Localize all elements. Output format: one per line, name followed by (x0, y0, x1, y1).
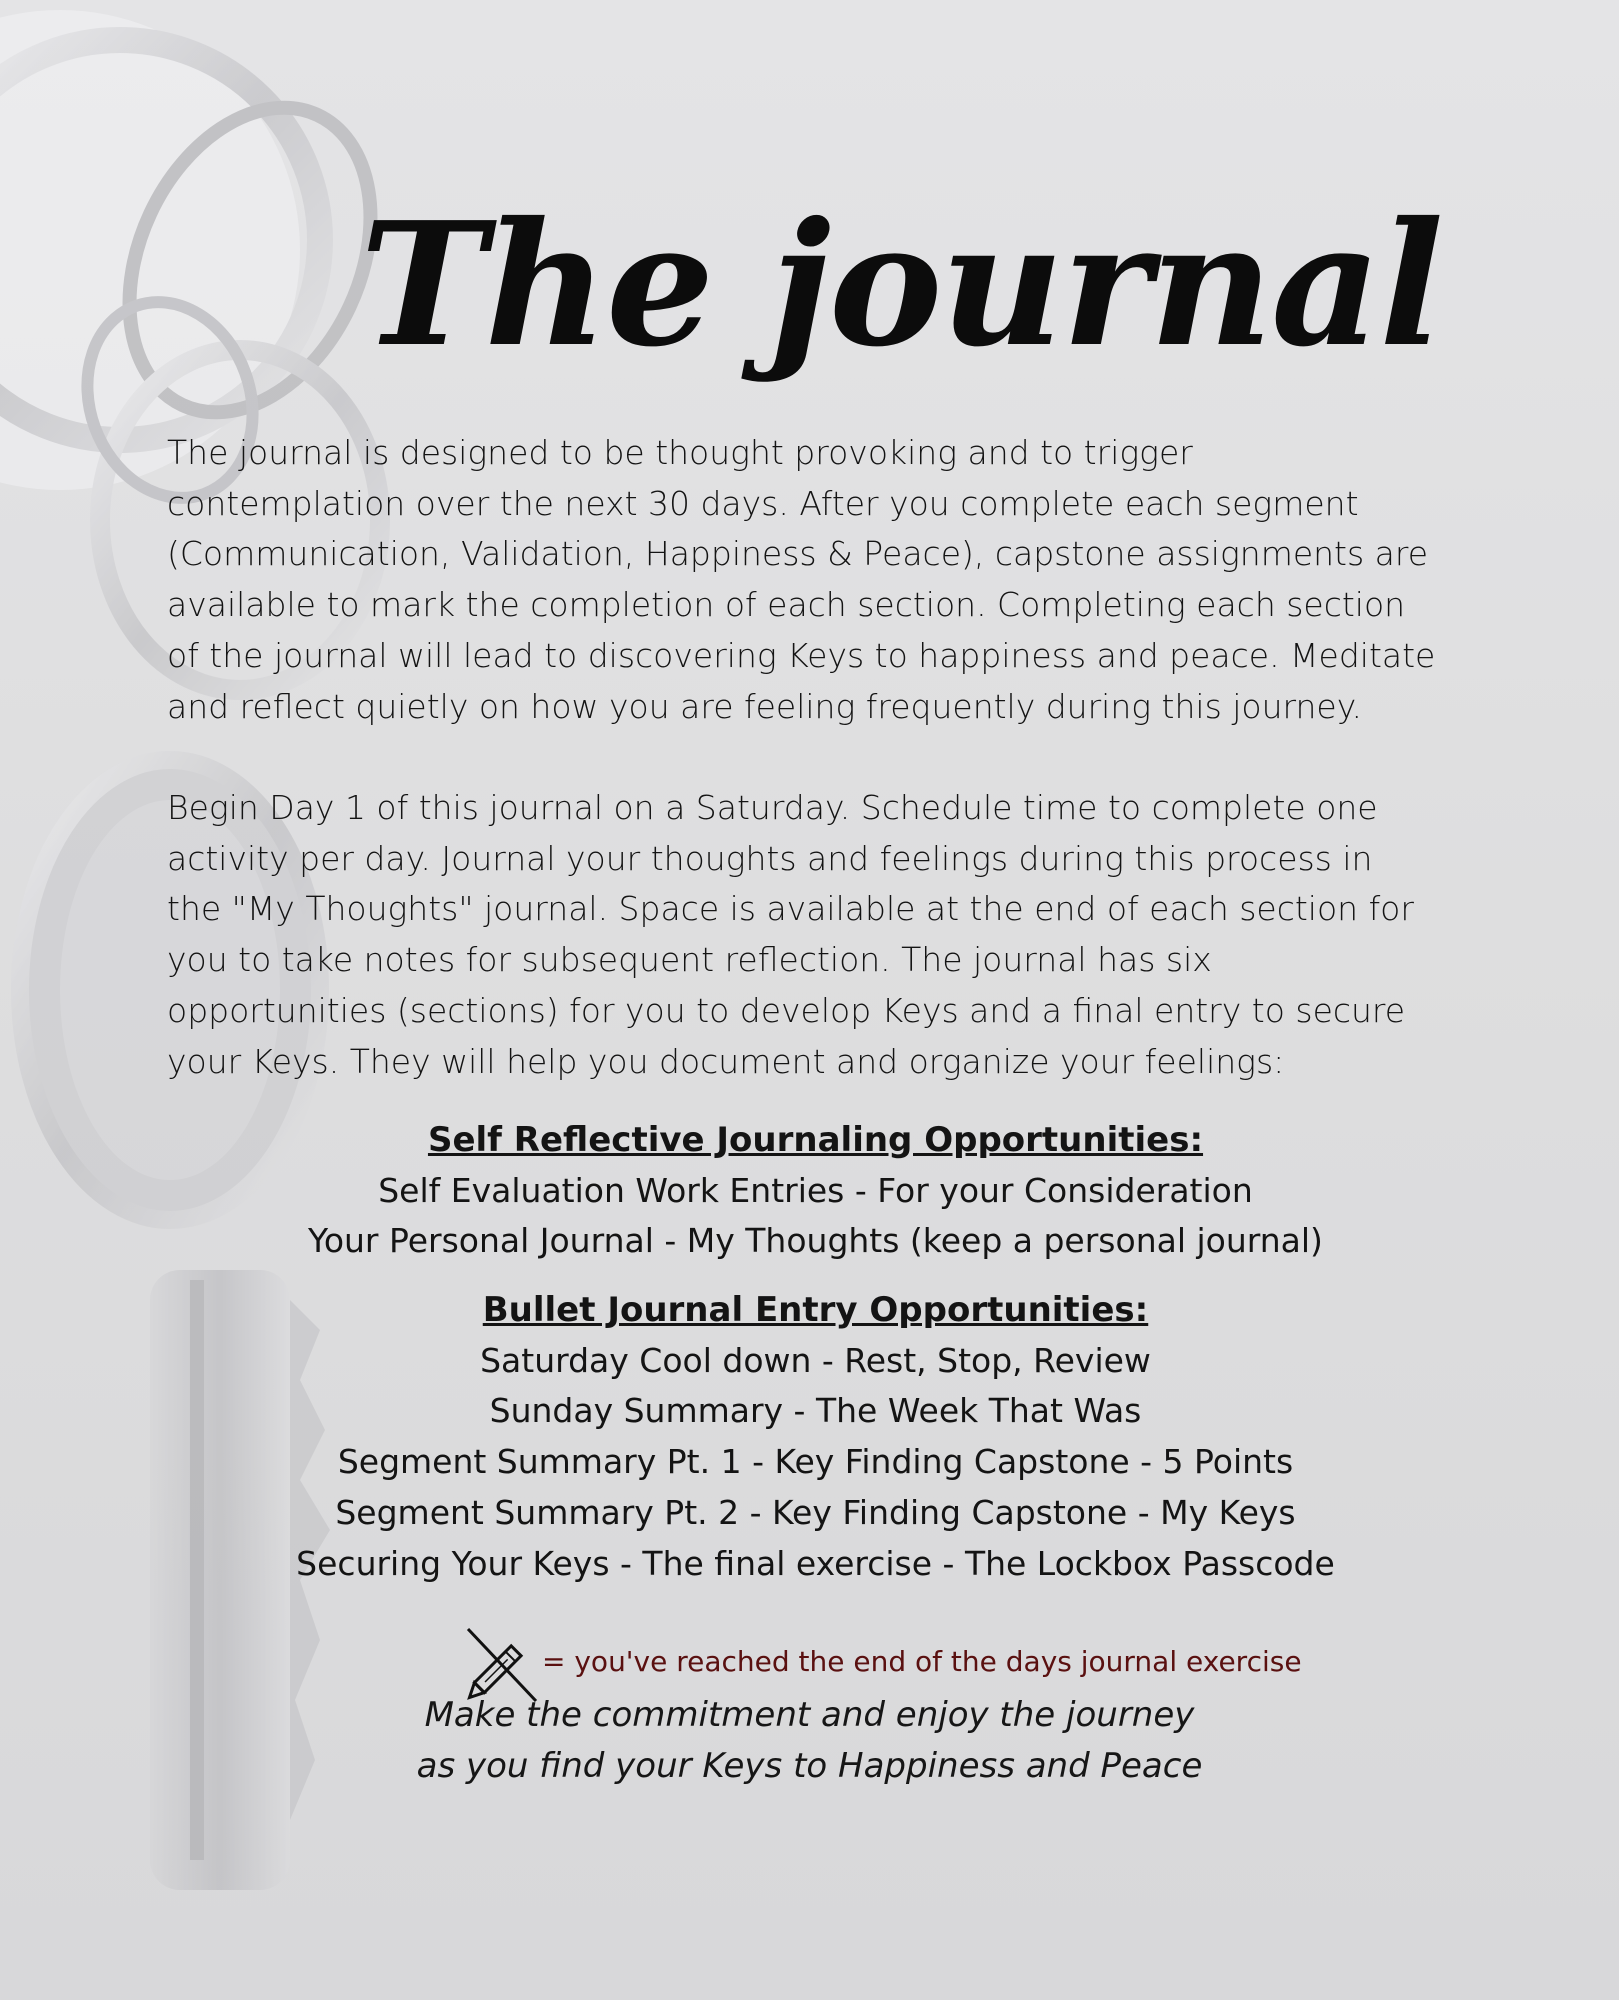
instructions-line: your Keys. They will help you document and organize your feelings: (167, 1041, 1285, 1081)
intro-line: and reflect quietly on how you are feeling frequently during this journey. (167, 686, 1363, 726)
instructions-line: activity per day. Journal your thoughts and feelings during this process in (167, 838, 1373, 878)
instructions-line: Begin Day 1 of this journal on a Saturday. Schedule time to complete one (167, 788, 1378, 827)
legend-text: = you've reached the end of the days journal exercise (542, 1645, 1302, 1678)
self-reflective-heading: Self Reflective Journaling Opportunities: (427, 1120, 1204, 1160)
self-reflective-item: Self Evaluation Work Entries - For your Consideration (378, 1170, 1253, 1210)
instructions-paragraph (167, 783, 1467, 1087)
bullet-journal-item: Securing Your Keys - The final exercise - The Lockbox Passcode (296, 1543, 1335, 1583)
instructions-line: opportunities (sections) for you to develop Keys and a final entry to secure (167, 990, 1406, 1030)
instructions-line: you to take notes for subsequent reflection. The journal has six (167, 940, 1212, 980)
intro-line: of the journal will lead to discovering Keys to happiness and peace. Meditate (167, 635, 1436, 675)
self-reflective-item: Your Personal Journal - My Thoughts (keep a personal journal) (308, 1221, 1323, 1261)
closing-message (0, 1690, 1619, 1792)
bullet-journal-section (6, 1285, 1619, 1589)
closing-line: Make the commitment and enjoy the journey (424, 1695, 1195, 1735)
intro-line: (Communication, Validation, Happiness & Peace), capstone assignments are (167, 534, 1429, 574)
intro-line: The journal is designed to be thought provoking and to trigger (167, 433, 1193, 472)
intro-line: contemplation over the next 30 days. After you complete each segment (167, 483, 1359, 523)
intro-line: available to mark the completion of each section. Completing each section (167, 585, 1406, 625)
self-reflective-section (6, 1115, 1619, 1267)
intro-paragraph (167, 428, 1467, 732)
instructions-line: the "My Thoughts" journal. Space is available at the end of each section for (167, 889, 1414, 929)
bullet-journal-item: Sunday Summary - The Week That Was (489, 1391, 1142, 1431)
bullet-journal-heading: Bullet Journal Entry Opportunities: (482, 1290, 1149, 1330)
bullet-journal-item: Segment Summary Pt. 2 - Key Finding Capstone - My Keys (335, 1492, 1296, 1532)
page-title: The journal (360, 185, 1442, 385)
closing-line: as you find your Keys to Happiness and Peace (416, 1746, 1203, 1786)
bullet-journal-item: Saturday Cool down - Rest, Stop, Review (480, 1340, 1151, 1380)
bullet-journal-item: Segment Summary Pt. 1 - Key Finding Capstone - 5 Points (337, 1442, 1294, 1482)
